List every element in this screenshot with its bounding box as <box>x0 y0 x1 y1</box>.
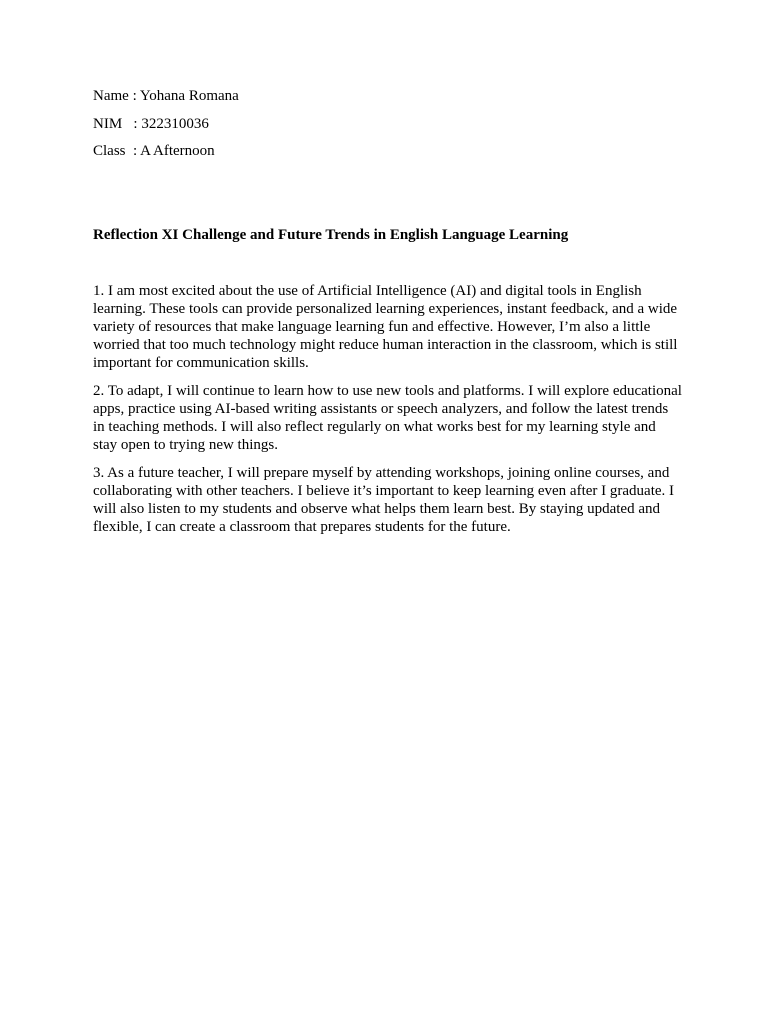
document-title: Reflection XI Challenge and Future Trends in English Language Learning <box>93 227 569 243</box>
student-nim-line: NIM : 322310036 <box>93 116 209 132</box>
paragraph-2: 2. To adapt, I will continue to learn how to use new tools and platforms. I will explore educational apps, practice using AI-based writing assistants or speech analyzers, and follow the latest trends in teaching methods. I will also reflect regularly on what works best for my learning style and stay open to trying new things. <box>93 383 682 453</box>
student-name-line: Name : Yohana Romana <box>93 88 239 104</box>
paragraph-3: 3. As a future teacher, I will prepare myself by attending workshops, joining online courses, and collaborating with other teachers. I believe it’s important to keep learning even after I graduate. I will also listen to my students and observe what helps them learn best. By staying updated and flexible, I can create a classroom that prepares students for the future. <box>93 465 675 535</box>
student-class-line: Class : A Afternoon <box>93 143 215 159</box>
paragraph-1: 1. I am most excited about the use of Artificial Intelligence (AI) and digital tools in English learning. These tools can provide personalized learning experiences, instant feedback, and a wide variety of resources that make language learning fun and effective. However, I’m also a little worried that too much technology might reduce human interaction in the classroom, which is still important for communication skills. <box>93 283 678 371</box>
